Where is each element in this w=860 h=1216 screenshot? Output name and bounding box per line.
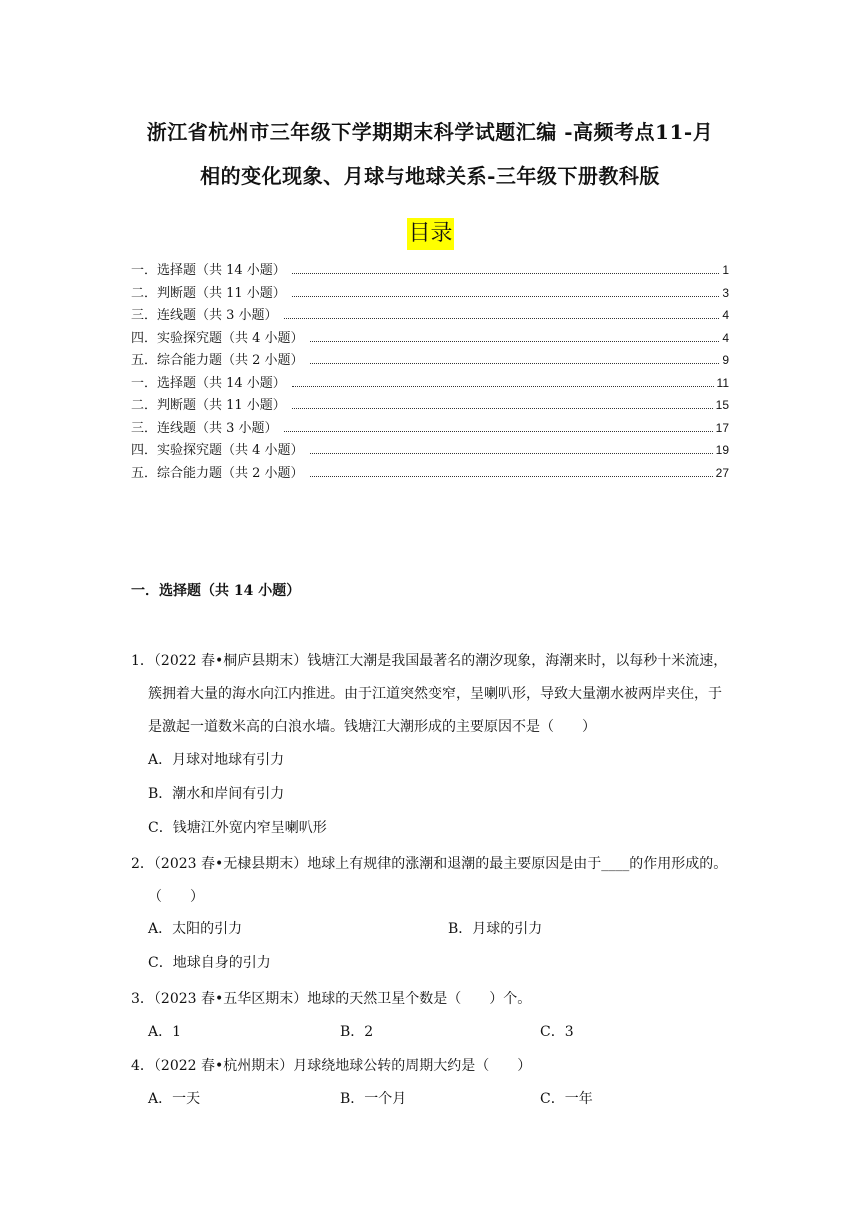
section-heading: 一．选择题（共 14 小题） <box>131 583 301 599</box>
question-option: C．3 <box>540 1024 574 1040</box>
question-4 <box>131 1050 731 1083</box>
question-1 <box>131 645 731 744</box>
toc-entry[interactable] <box>131 462 729 485</box>
question-option: B．一个月 <box>340 1091 407 1107</box>
toc-entry-label: 三．连线题（共 3 小题） <box>131 308 278 323</box>
question-option: B．月球的引力 <box>448 921 543 937</box>
document-title-line-1: 浙江省杭州市三年级下学期期末科学试题汇编 -高频考点11-月 <box>146 120 714 144</box>
toc-entry-page: 17 <box>715 420 729 435</box>
toc-leader-dots <box>310 453 713 454</box>
question-option: C．钱塘江外宽内窄呈喇叭形 <box>148 820 327 836</box>
toc-entry-page: 4 <box>722 308 729 322</box>
toc-entry[interactable] <box>131 439 729 462</box>
toc-entry[interactable] <box>131 349 729 372</box>
toc-entry[interactable] <box>131 327 729 350</box>
toc-entry[interactable] <box>131 304 729 327</box>
question-stem: 4．（2022 春•杭州期末）月球绕地球公转的周期大约是（ ） <box>131 1058 532 1074</box>
toc-entry[interactable] <box>131 417 729 440</box>
question-option: A．一天 <box>148 1091 201 1107</box>
toc-leader-dots <box>310 476 713 477</box>
toc-heading: 目录 <box>407 218 454 250</box>
toc-entry[interactable] <box>131 394 729 417</box>
toc-entry[interactable] <box>131 372 729 395</box>
toc-entry-page: 27 <box>715 465 729 480</box>
question-stem: 2．（2023 春•无棣县期末）地球上有规律的涨潮和退潮的最主要原因是由于____的作用形成的。（ ） <box>131 856 728 905</box>
document-title-line-2: 相的变化现象、月球与地球关系-三年级下册教科版 <box>200 164 660 188</box>
toc-leader-dots <box>292 408 713 409</box>
toc-entry-page: 1 <box>722 263 729 277</box>
toc-leader-dots <box>284 431 713 432</box>
toc-entry-label: 三．连线题（共 3 小题） <box>131 420 278 436</box>
toc-entry-label: 一．选择题（共 14 小题） <box>131 263 286 278</box>
question-option: A．太阳的引力 <box>148 921 243 937</box>
toc-entry-label: 五．综合能力题（共 2 小题） <box>131 465 304 481</box>
toc-leader-dots <box>292 296 720 297</box>
question-2 <box>131 848 731 914</box>
question-stem: 3．（2023 春•五华区期末）地球的天然卫星个数是（ ）个。 <box>131 991 532 1007</box>
toc-leader-dots <box>292 273 720 274</box>
question-option: B．潮水和岸间有引力 <box>148 786 285 802</box>
question-stem: 1．（2022 春•桐庐县期末）钱塘江大潮是我国最著名的潮汐现象，海潮来时，以每秒十米流速，簇拥着大量的海水向江内推进。由于江道突然变窄，呈喇叭形，导致大量潮水被两岸夹住，于是激起一道数米高的白浪水墙。钱塘江大潮形成的主要原因不是（ ） <box>131 653 728 735</box>
toc-entry-page: 19 <box>715 443 729 457</box>
toc-entry-label: 二．判断题（共 11 小题） <box>131 398 286 413</box>
toc-leader-dots <box>310 341 720 342</box>
toc-entry-label: 四．实验探究题（共 4 小题） <box>131 443 304 458</box>
question-option: A．1 <box>148 1024 182 1040</box>
toc-entry-label: 五．综合能力题（共 2 小题） <box>131 353 304 368</box>
table-of-contents <box>131 259 729 484</box>
question-option: B．2 <box>340 1024 374 1040</box>
toc-entry-page: 9 <box>722 353 729 367</box>
question-3 <box>131 983 731 1016</box>
toc-entry-label: 一．选择题（共 14 小题） <box>131 375 286 391</box>
toc-entry-page: 3 <box>722 285 729 300</box>
toc-leader-dots <box>292 386 714 387</box>
toc-entry-page: 4 <box>722 330 729 345</box>
toc-entry-label: 二．判断题（共 11 小题） <box>131 285 286 301</box>
toc-leader-dots <box>284 318 720 319</box>
question-option: C．地球自身的引力 <box>148 955 271 971</box>
toc-entry-label: 四．实验探究题（共 4 小题） <box>131 330 304 346</box>
question-option: C．一年 <box>540 1091 593 1107</box>
question-option: A．月球对地球有引力 <box>148 752 285 768</box>
toc-leader-dots <box>310 363 720 364</box>
toc-entry-page: 15 <box>715 398 729 412</box>
toc-entry-page: 11 <box>716 375 729 390</box>
toc-entry[interactable] <box>131 282 729 305</box>
toc-entry[interactable] <box>131 259 729 282</box>
